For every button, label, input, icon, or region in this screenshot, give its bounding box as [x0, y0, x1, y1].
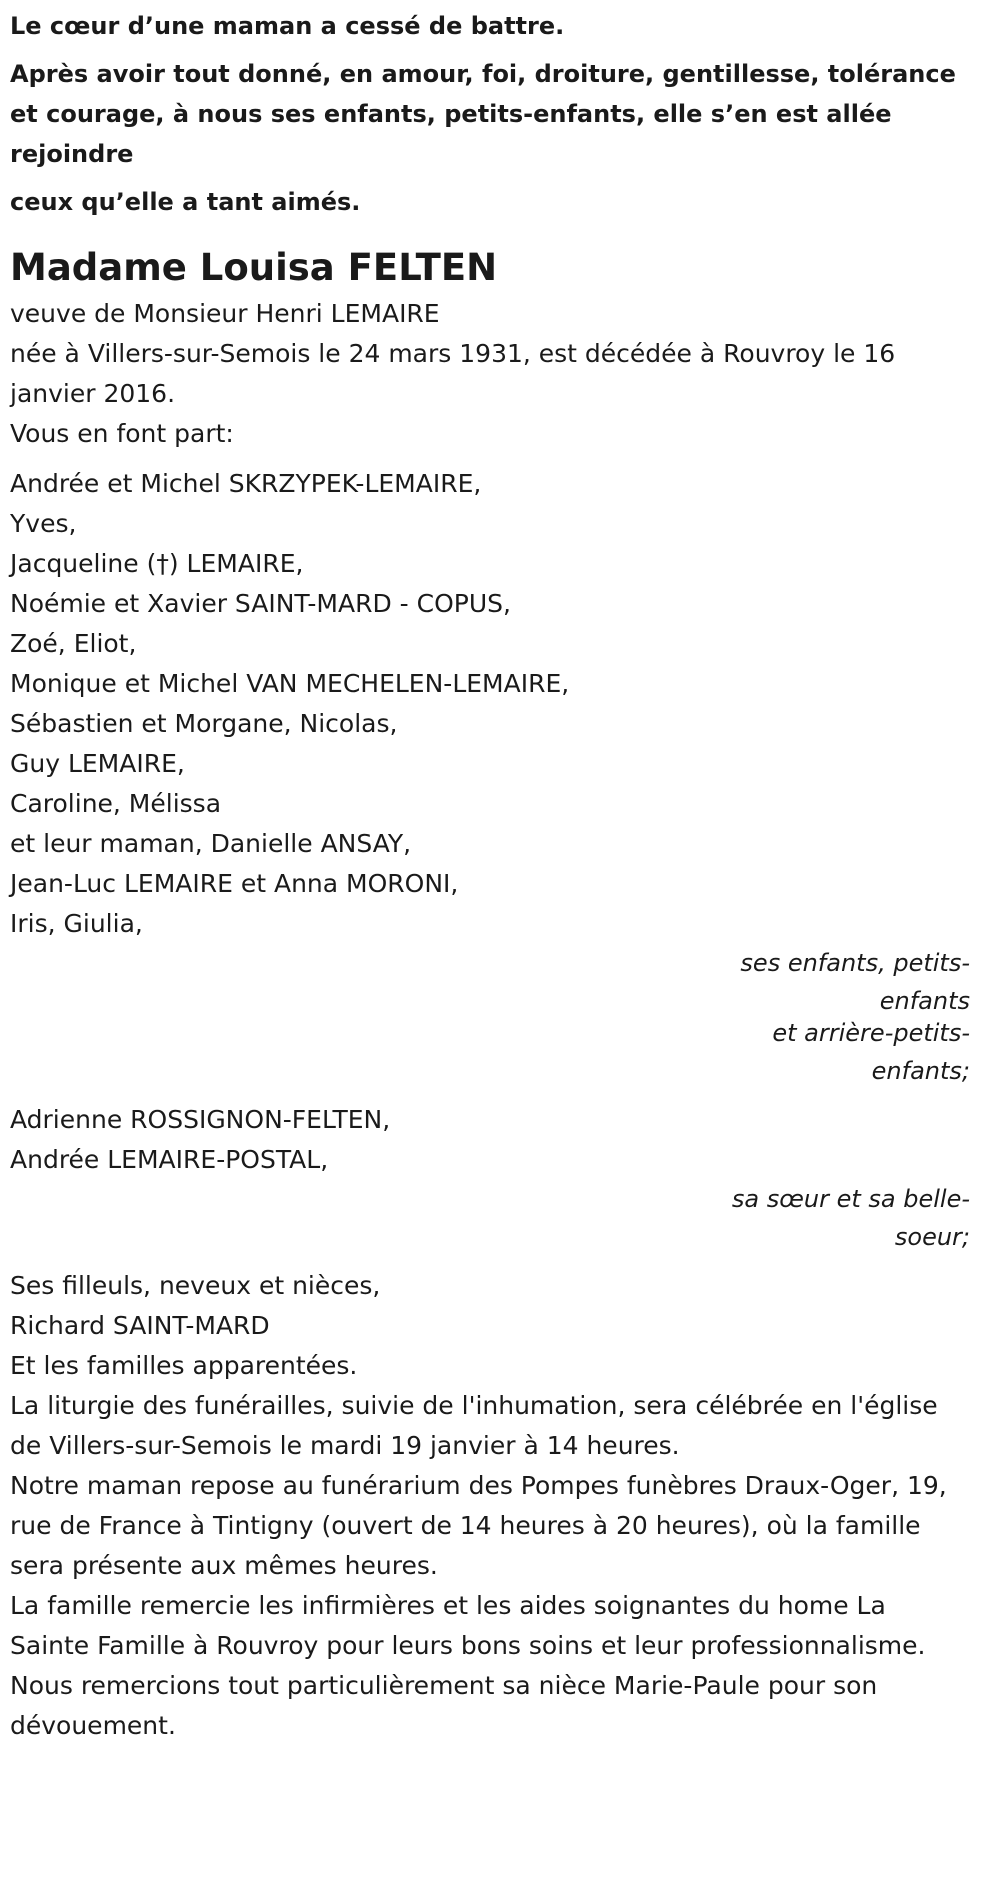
family-member: et leur maman, Danielle ANSAY,: [10, 829, 412, 858]
family-member: Adrienne ROSSIGNON-FELTEN,: [10, 1105, 391, 1134]
family-member: Jacqueline (†) LEMAIRE,: [10, 549, 304, 578]
family-others-list: [10, 1266, 970, 1386]
family-member: Andrée et Michel SKRZYPEK-LEMAIRE,: [10, 469, 482, 498]
deceased-name: Madame Louisa FELTEN: [10, 246, 498, 289]
family-member: Monique et Michel VAN MECHELEN-LEMAIRE,: [10, 669, 570, 698]
family-member: Caroline, Mélissa: [10, 789, 222, 818]
announce-line: Vous en font part:: [10, 419, 234, 448]
intro-line: Après avoir tout donné, en amour, foi, droiture, gentillesse, tolérance et courage, à nous ses enfants, petits-enfants, elle s’en est allée rejoindre: [10, 60, 956, 168]
role-siblings-line: sa sœur et sa belle-soeur;: [731, 1185, 970, 1251]
funeral-info: La liturgie des funérailles, suivie de l'inhumation, sera célébrée en l'église de Villers-sur-Semois le mardi 19 janvier à 14 heures.: [10, 1391, 938, 1460]
family-member: Iris, Giulia,: [10, 909, 143, 938]
repose-info: Notre maman repose au funérarium des Pompes funèbres Draux-Oger, 19, rue de France à Tintigny (ouvert de 14 heures à 20 heures), où la famille sera présente aux mêmes heures.: [10, 1471, 947, 1580]
role-children-line1: ses enfants, petits-enfants: [740, 949, 970, 1015]
family-member: Richard SAINT-MARD: [10, 1311, 270, 1340]
family-children-list: [10, 464, 970, 944]
family-member: Yves,: [10, 509, 77, 538]
family-member: Noémie et Xavier SAINT-MARD - COPUS,: [10, 589, 511, 618]
thanks-niece: Nous remercions tout particulièrement sa nièce Marie-Paule pour son dévouement.: [10, 1671, 878, 1740]
thanks-staff: La famille remercie les infirmières et les aides soignantes du home La Sainte Famille à Rouvroy pour leurs bons soins et leur professionnalisme.: [10, 1591, 926, 1660]
role-children-line2: et arrière-petits-enfants;: [772, 1019, 970, 1085]
intro-line: Le cœur d’une maman a cessé de battre.: [10, 12, 565, 40]
intro-text: [10, 6, 970, 222]
birth-death-info: née à Villers-sur-Semois le 24 mars 1931, est décédée à Rouvroy le 16 janvier 2016.: [10, 339, 896, 408]
family-member: Guy LEMAIRE,: [10, 749, 185, 778]
family-siblings-list: [10, 1100, 970, 1180]
family-member: Zoé, Eliot,: [10, 629, 137, 658]
role-children: [10, 944, 970, 1090]
family-member: Sébastien et Morgane, Nicolas,: [10, 709, 398, 738]
family-member: Ses filleuls, neveux et nièces,: [10, 1271, 381, 1300]
family-member: Et les familles apparentées.: [10, 1351, 358, 1380]
family-member: Jean-Luc LEMAIRE et Anna MORONI,: [10, 869, 459, 898]
intro-line: ceux qu’elle a tant aimés.: [10, 188, 361, 216]
family-member: Andrée LEMAIRE-POSTAL,: [10, 1145, 329, 1174]
role-siblings: [10, 1180, 970, 1256]
widow-of: veuve de Monsieur Henri LEMAIRE: [10, 299, 440, 328]
